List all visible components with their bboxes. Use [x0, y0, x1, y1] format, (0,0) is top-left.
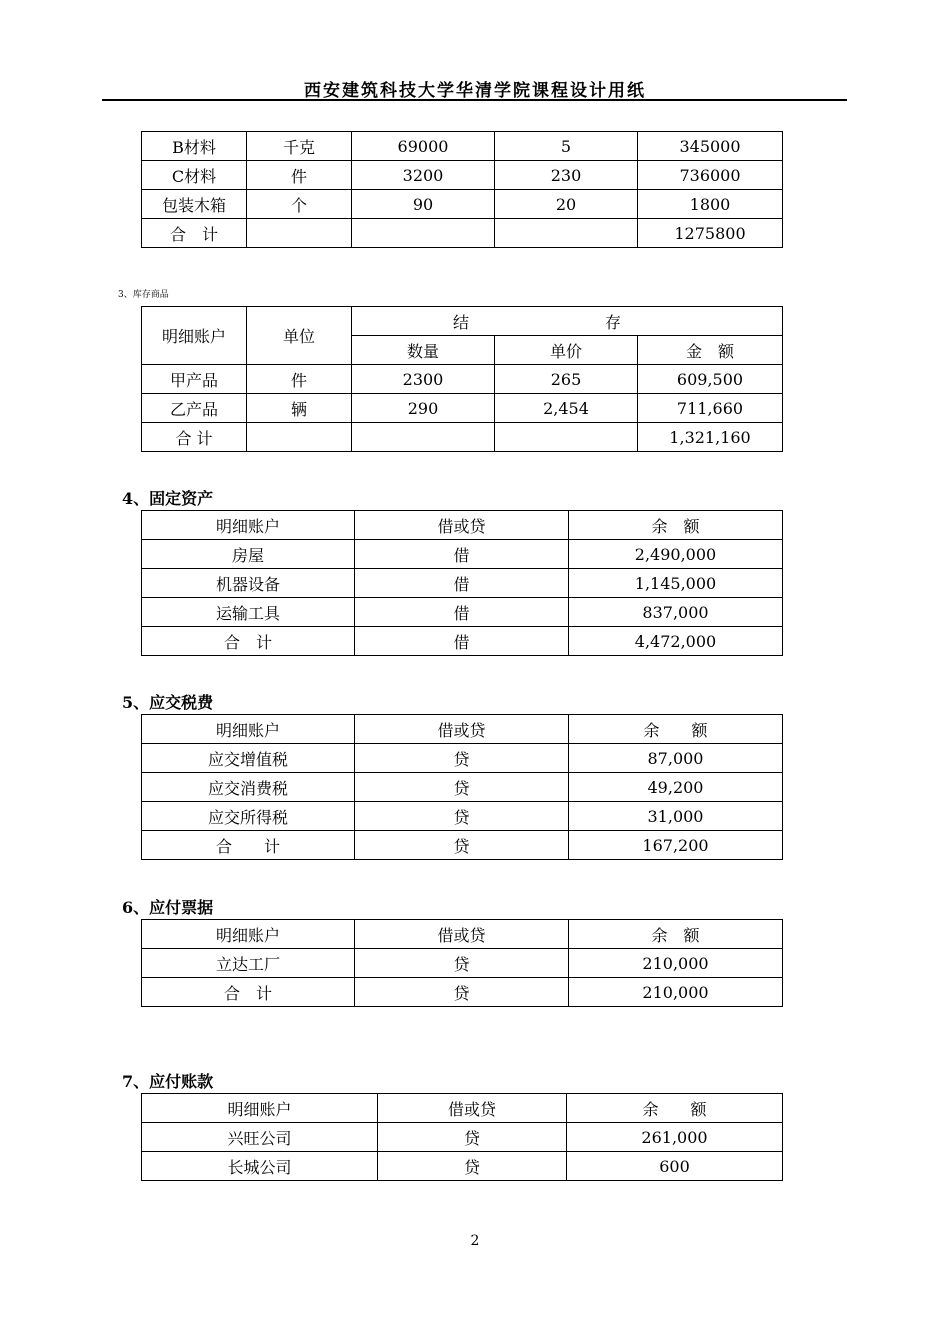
- table-row: [142, 394, 783, 423]
- section-heading-fixed-assets: 4、固定资产: [122, 489, 214, 508]
- table-row: [142, 773, 783, 802]
- table-cell: [495, 423, 638, 452]
- table-cell: 49,200: [569, 773, 783, 802]
- table-cell: 应交消费税: [142, 773, 355, 802]
- section-heading-notes-payable: 6、应付票据: [122, 898, 214, 917]
- page-header-title: 西安建筑科技大学华清学院课程设计用纸: [304, 81, 646, 101]
- table-cell: 69000: [352, 132, 495, 161]
- table-header-row: [142, 1094, 783, 1123]
- table-total-row: [142, 423, 783, 452]
- table-cell: 贷: [355, 773, 569, 802]
- table-cell: 5: [495, 132, 638, 161]
- header-balance: 余 额: [569, 715, 783, 744]
- table-cell: 甲产品: [142, 365, 247, 394]
- table-cell: [247, 219, 352, 248]
- header-balance: 结 存: [352, 307, 783, 336]
- accounts-payable-table: [141, 1093, 783, 1181]
- table-cell: 应交所得税: [142, 802, 355, 831]
- notes-payable-table: [141, 919, 783, 1007]
- table-cell: 609,500: [638, 365, 783, 394]
- table-cell: 包装木箱: [142, 190, 247, 219]
- table-cell: 贷: [355, 744, 569, 773]
- table-total-row: [142, 627, 783, 656]
- header-balance: 余 额: [569, 511, 783, 540]
- table-cell: 2,490,000: [569, 540, 783, 569]
- table-cell: 2,454: [495, 394, 638, 423]
- table-cell: 31,000: [569, 802, 783, 831]
- table-header-row: [142, 715, 783, 744]
- table-cell: 210,000: [569, 949, 783, 978]
- table-cell: 千克: [247, 132, 352, 161]
- table-cell: 借: [355, 598, 569, 627]
- taxes-table: [141, 714, 783, 860]
- table-header-row: [142, 511, 783, 540]
- table-cell: 房屋: [142, 540, 355, 569]
- table-cell: 贷: [378, 1152, 567, 1181]
- header-unit: 单位: [247, 307, 352, 365]
- table-cell: 20: [495, 190, 638, 219]
- table-cell: 2300: [352, 365, 495, 394]
- page-number: 2: [470, 1233, 480, 1249]
- table-cell: 1800: [638, 190, 783, 219]
- materials-table: [141, 131, 783, 248]
- total-amount: 210,000: [569, 978, 783, 1007]
- table-cell: 1,145,000: [569, 569, 783, 598]
- total-label: 合 计: [142, 423, 247, 452]
- header-rule: [102, 99, 847, 101]
- table-cell: 辆: [247, 394, 352, 423]
- table-row: [142, 1123, 783, 1152]
- header-account: 明细账户: [142, 1094, 378, 1123]
- table-cell: 736000: [638, 161, 783, 190]
- table-cell: 90: [352, 190, 495, 219]
- table-cell: [352, 219, 495, 248]
- header-dc: 借或贷: [355, 715, 569, 744]
- table-cell: [352, 423, 495, 452]
- total-amount: 1275800: [638, 219, 783, 248]
- header-account: 明细账户: [142, 511, 355, 540]
- table-row: [142, 540, 783, 569]
- table-cell: 乙产品: [142, 394, 247, 423]
- table-row: [142, 1152, 783, 1181]
- table-cell: 机器设备: [142, 569, 355, 598]
- table-cell: 87,000: [569, 744, 783, 773]
- header-account: 明细账户: [142, 920, 355, 949]
- table-total-row: [142, 219, 783, 248]
- table-cell: C材料: [142, 161, 247, 190]
- table-cell: 借: [355, 540, 569, 569]
- table-total-row: [142, 831, 783, 860]
- section-heading-taxes: 5、应交税费: [122, 693, 214, 712]
- table-row: [142, 802, 783, 831]
- header-amount: 金 额: [638, 336, 783, 365]
- header-price: 单价: [495, 336, 638, 365]
- table-row: [142, 744, 783, 773]
- total-amount: 1,321,160: [638, 423, 783, 452]
- header-qty: 数量: [352, 336, 495, 365]
- header-account: 明细账户: [142, 715, 355, 744]
- table-row: [142, 949, 783, 978]
- table-cell: 贷: [355, 831, 569, 860]
- table-cell: [495, 219, 638, 248]
- table-cell: 600: [567, 1152, 783, 1181]
- table-cell: 件: [247, 365, 352, 394]
- table-row: [142, 161, 783, 190]
- table-cell: 长城公司: [142, 1152, 378, 1181]
- table-header-row: [142, 307, 783, 336]
- total-label: 合 计: [142, 978, 355, 1007]
- table-cell: 贷: [355, 949, 569, 978]
- total-label: 合 计: [142, 831, 355, 860]
- fixed-assets-table: [141, 510, 783, 656]
- section-heading-inventory: 3、库存商品: [118, 290, 169, 300]
- table-cell: 345000: [638, 132, 783, 161]
- table-cell: 贷: [378, 1123, 567, 1152]
- section-heading-accounts-payable: 7、应付账款: [122, 1072, 214, 1091]
- table-cell: 837,000: [569, 598, 783, 627]
- table-row: [142, 365, 783, 394]
- header-dc: 借或贷: [355, 920, 569, 949]
- table-cell: 兴旺公司: [142, 1123, 378, 1152]
- header-dc: 借或贷: [355, 511, 569, 540]
- table-cell: 件: [247, 161, 352, 190]
- table-row: [142, 569, 783, 598]
- table-cell: 290: [352, 394, 495, 423]
- table-cell: 贷: [355, 802, 569, 831]
- table-cell: 借: [355, 569, 569, 598]
- table-cell: [247, 423, 352, 452]
- table-cell: 贷: [355, 978, 569, 1007]
- total-label: 合 计: [142, 219, 247, 248]
- table-cell: 运输工具: [142, 598, 355, 627]
- total-amount: 4,472,000: [569, 627, 783, 656]
- table-cell: 个: [247, 190, 352, 219]
- table-cell: 3200: [352, 161, 495, 190]
- inventory-table: [141, 306, 783, 452]
- table-cell: B材料: [142, 132, 247, 161]
- total-amount: 167,200: [569, 831, 783, 860]
- table-cell: 立达工厂: [142, 949, 355, 978]
- header-balance: 余 额: [569, 920, 783, 949]
- header-dc: 借或贷: [378, 1094, 567, 1123]
- table-row: [142, 598, 783, 627]
- table-header-row: [142, 920, 783, 949]
- table-row: [142, 190, 783, 219]
- table-cell: 230: [495, 161, 638, 190]
- table-cell: 应交增值税: [142, 744, 355, 773]
- header-account: 明细账户: [142, 307, 247, 365]
- table-cell: 265: [495, 365, 638, 394]
- total-label: 合 计: [142, 627, 355, 656]
- table-cell: 261,000: [567, 1123, 783, 1152]
- table-row: [142, 132, 783, 161]
- table-total-row: [142, 978, 783, 1007]
- table-cell: 借: [355, 627, 569, 656]
- header-balance: 余 额: [567, 1094, 783, 1123]
- table-cell: 711,660: [638, 394, 783, 423]
